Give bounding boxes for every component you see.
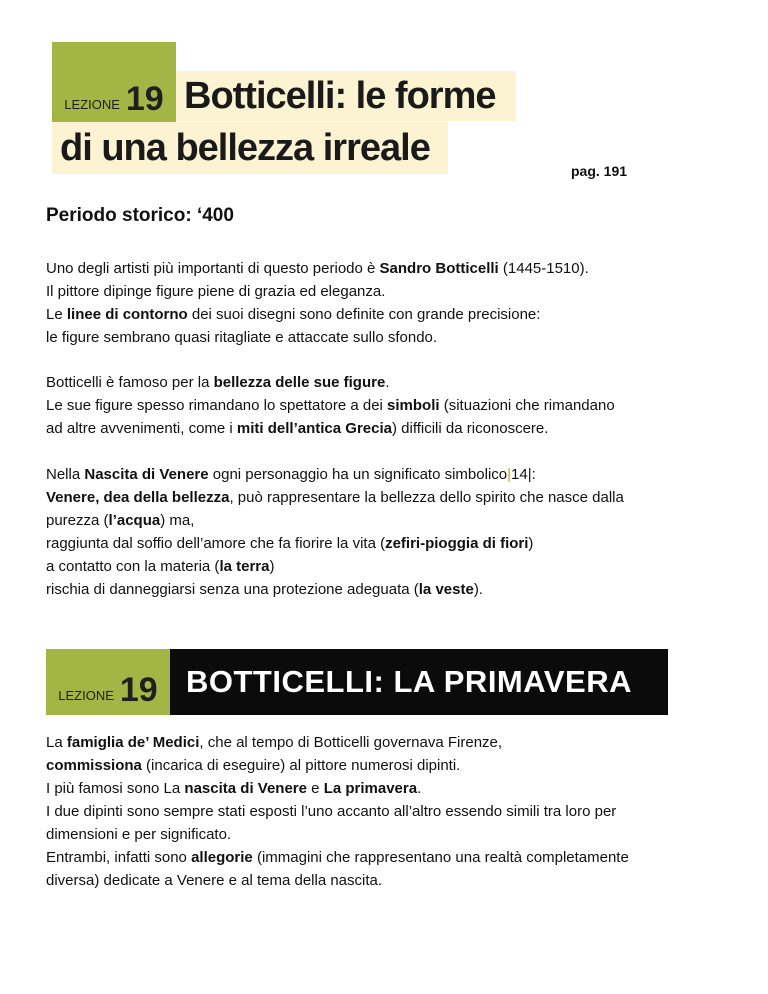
note-reference: 14| xyxy=(511,466,532,483)
bold-text: bellezza delle sue figure xyxy=(213,374,386,391)
bold-text: miti dell’antica Grecia xyxy=(236,420,392,437)
text: purezza ( xyxy=(46,512,109,529)
lesson-title-line2: di una bellezza irreale xyxy=(52,122,448,174)
paragraph-venus xyxy=(46,463,736,601)
separator: | xyxy=(507,466,512,483)
lesson-badge xyxy=(52,42,176,122)
paragraph-intro xyxy=(46,257,736,349)
text: . xyxy=(417,780,422,797)
lesson-number: 19 xyxy=(119,671,158,709)
text: : xyxy=(531,466,536,483)
text: (1445-1510). xyxy=(498,260,589,277)
text: La xyxy=(46,734,67,751)
text: (situazioni che rimandano xyxy=(439,397,615,414)
paragraph-beauty xyxy=(46,371,736,440)
lesson-number: 19 xyxy=(125,80,164,118)
text: ad altre avvenimenti, come i xyxy=(46,420,237,437)
text: raggiunta dal soffio dell’amore che fa fiorire la vita ( xyxy=(46,535,386,552)
lesson-badge xyxy=(46,649,170,715)
bold-text: simboli xyxy=(387,397,440,414)
page-reference: pag. 191 xyxy=(571,163,628,179)
bold-text: Sandro Botticelli xyxy=(379,260,499,277)
text: Uno degli artisti più importanti di questo periodo è xyxy=(46,260,380,277)
period-heading: Periodo storico: ‘400 xyxy=(46,205,234,226)
text: ogni personaggio ha un significato simbolico xyxy=(208,466,508,483)
bold-text: La primavera xyxy=(323,780,418,797)
bold-text: allegorie xyxy=(191,849,253,866)
text: dei suoi disegni sono definite con grande precisione: xyxy=(187,306,541,323)
text: Le sue figure spesso rimandano lo spettatore a dei xyxy=(46,397,388,414)
paragraph-medici xyxy=(46,731,736,892)
text: ). xyxy=(473,581,483,598)
text: Entrambi, infatti sono xyxy=(46,849,192,866)
text: , può rappresentare la bellezza dello spirito che nasce dalla xyxy=(229,489,624,506)
text: (immagini che rappresentano una realtà completamente xyxy=(252,849,629,866)
lesson-title: BOTTICELLI: LA PRIMAVERA xyxy=(186,664,632,699)
lesson-word: LEZIONE xyxy=(64,97,120,112)
text: dimensioni e per significato. xyxy=(46,826,232,843)
lesson-word: LEZIONE xyxy=(58,688,114,703)
lesson-banner xyxy=(46,649,668,715)
text: rischia di danneggiarsi senza una protezione adeguata ( xyxy=(46,581,419,598)
bold-text: zefiri-pioggia di fiori xyxy=(385,535,529,552)
text: le figure sembrano quasi ritagliate e attaccate sullo sfondo. xyxy=(46,329,438,346)
text: a contatto con la materia ( xyxy=(46,558,220,575)
text: . xyxy=(385,374,390,391)
text: ) ma, xyxy=(160,512,195,529)
bold-text: l’acqua xyxy=(108,512,161,529)
text: Le xyxy=(46,306,67,323)
text: Nella xyxy=(46,466,85,483)
bold-text: Venere, dea della bellezza xyxy=(46,489,230,506)
text: e xyxy=(307,780,324,797)
text: I due dipinti sono sempre stati esposti l’uno accanto all’altro essendo simili tra loro per xyxy=(46,803,617,820)
text: (incarica di eseguire) al pittore numerosi dipinti. xyxy=(141,757,461,774)
text: Botticelli è famoso per la xyxy=(46,374,214,391)
bold-text: la veste xyxy=(418,581,474,598)
bold-text: nascita di Venere xyxy=(184,780,307,797)
text: diversa) dedicate a Venere e al tema della nascita. xyxy=(46,872,383,889)
text: I più famosi sono La xyxy=(46,780,185,797)
bold-text: la terra xyxy=(219,558,270,575)
bold-text: commissiona xyxy=(46,757,142,774)
lesson-title-line1: Botticelli: le forme xyxy=(176,71,516,121)
bold-text: linee di contorno xyxy=(66,306,188,323)
text: ) xyxy=(269,558,275,575)
text: ) xyxy=(528,535,534,552)
bold-text: Nascita di Venere xyxy=(84,466,209,483)
text: , che al tempo di Botticelli governava Firenze, xyxy=(199,734,503,751)
bold-text: famiglia de’ Medici xyxy=(66,734,200,751)
text: ) difficili da riconoscere. xyxy=(391,420,549,437)
text: Il pittore dipinge figure piene di grazia ed eleganza. xyxy=(46,283,386,300)
